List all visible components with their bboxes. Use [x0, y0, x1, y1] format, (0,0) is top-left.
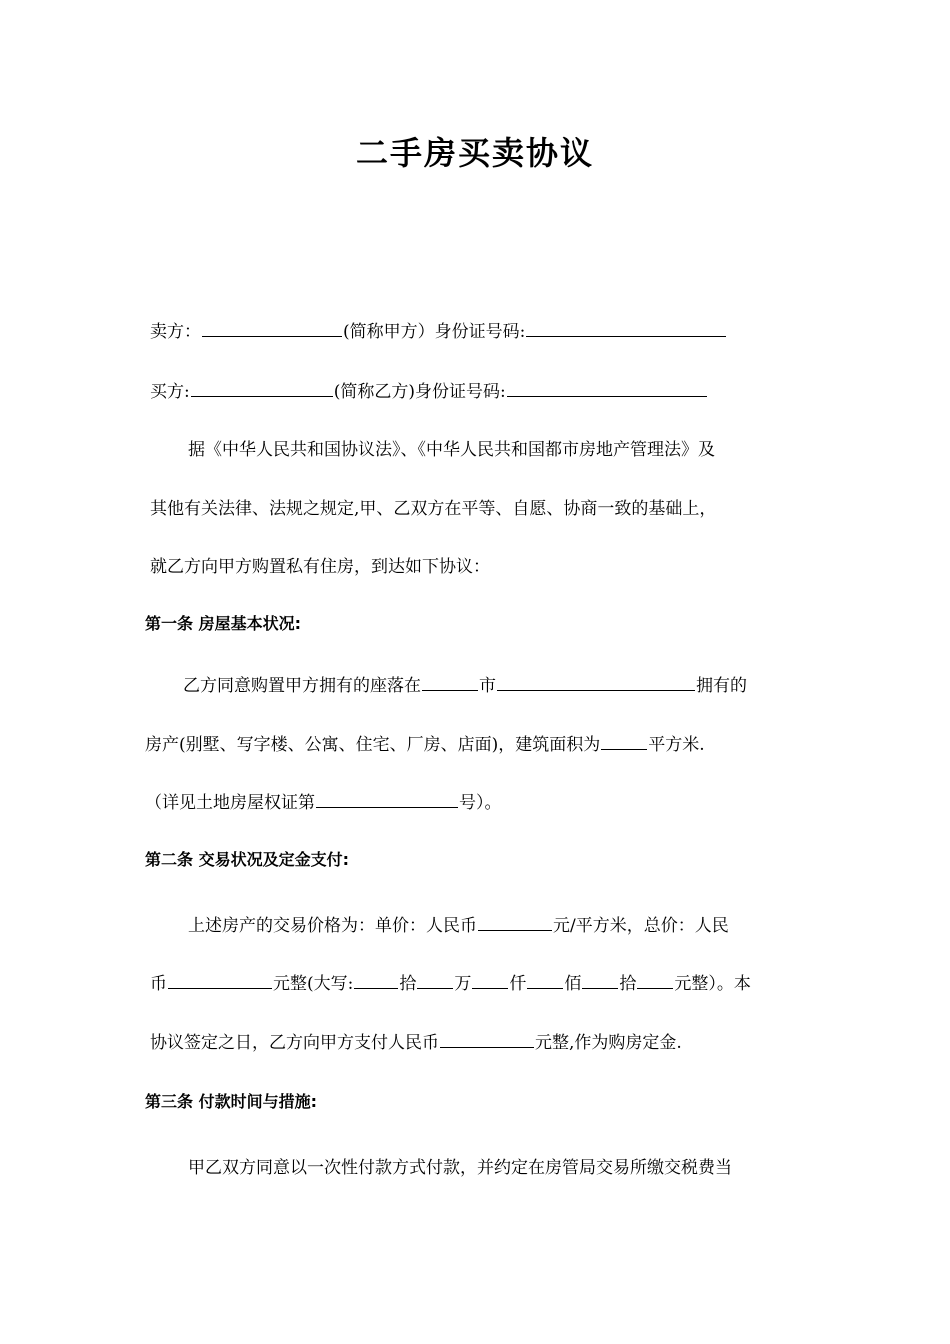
amount-yuan-blank[interactable]	[637, 970, 673, 989]
article-2-line-2	[150, 970, 751, 996]
a1-l2-text-a: 房产(别墅、写字楼、公寓、住宅、厂房、店面)，建筑面积为	[145, 735, 601, 755]
buyer-label: 买方:	[150, 382, 190, 402]
a2-l1-text-a: 上述房产的交易价格为：单价：人民币	[188, 916, 477, 936]
a1-l2-text-b: 平方米.	[648, 735, 705, 755]
a2-l2-text-a: 币	[150, 974, 167, 994]
article-1-line-3	[145, 789, 502, 815]
a2-l2-text-d: 万	[454, 974, 472, 994]
a1-l3-text-a: （详见土地房屋权证第	[145, 793, 315, 813]
a2-l2-text-c: 拾	[399, 974, 417, 994]
a2-l2-text-f: 佰	[564, 974, 582, 994]
a2-l2-text-b: 元整(大写:	[273, 974, 354, 994]
article-2-heading: 第二条 交易状况及定金支付:	[145, 850, 349, 869]
a2-l2-text-g: 拾	[619, 974, 637, 994]
total-price-blank[interactable]	[168, 970, 272, 989]
amount-shi-wan-blank[interactable]	[354, 970, 398, 989]
address-blank[interactable]	[497, 672, 695, 691]
seller-id-blank[interactable]	[526, 318, 726, 337]
seller-label: 卖方：	[150, 322, 201, 342]
intro-line-3: 就乙方向甲方购置私有住房，到达如下协议：	[150, 557, 490, 577]
seller-mid-text: (简称甲方）身份证号码:	[343, 322, 526, 342]
article-2-line-3	[150, 1029, 682, 1055]
seller-name-blank[interactable]	[202, 318, 342, 337]
buyer-mid-text: (简称乙方)身份证号码:	[333, 382, 506, 402]
buyer-id-blank[interactable]	[507, 378, 707, 397]
a1-l3-text-b: 号）。	[459, 793, 502, 813]
a2-l1-text-b: 元/平方米，总价：人民	[553, 916, 729, 936]
a1-l1-text-c: 拥有的	[696, 676, 747, 696]
amount-wan-blank[interactable]	[417, 970, 453, 989]
deposit-blank[interactable]	[440, 1029, 534, 1048]
a2-l2-text-e: 仟	[509, 974, 527, 994]
a1-l1-text-a: 乙方同意购置甲方拥有的座落在	[183, 676, 421, 696]
buyer-name-blank[interactable]	[191, 378, 333, 397]
document-title: 二手房买卖协议	[355, 134, 594, 172]
buyer-line	[150, 378, 708, 404]
amount-shi-blank[interactable]	[582, 970, 618, 989]
article-2-line-1	[188, 912, 729, 938]
a2-l2-text-h: 元整）。本	[674, 974, 751, 994]
city-blank[interactable]	[422, 672, 478, 691]
intro-line-1: 据《中华人民共和国协议法》、《中华人民共和国都市房地产管理法》及	[188, 440, 715, 460]
article-1-line-2	[145, 731, 705, 757]
area-blank[interactable]	[601, 731, 647, 750]
certificate-number-blank[interactable]	[316, 789, 458, 808]
article-1-line-1	[183, 672, 747, 698]
a2-l3-text-b: 元整,作为购房定金.	[535, 1033, 682, 1053]
a1-l1-text-b: 市	[479, 676, 496, 696]
intro-line-2: 其他有关法律、法规之规定,甲、乙双方在平等、自愿、协商一致的基础上，	[150, 499, 717, 519]
unit-price-blank[interactable]	[478, 912, 552, 931]
amount-qian-blank[interactable]	[472, 970, 508, 989]
amount-bai-blank[interactable]	[527, 970, 563, 989]
article-3-heading: 第三条 付款时间与措施:	[145, 1092, 317, 1111]
article-1-heading: 第一条 房屋基本状况:	[145, 614, 301, 633]
article-3-line-1: 甲乙双方同意以一次性付款方式付款，并约定在房管局交易所缴交税费当	[188, 1158, 732, 1178]
seller-line	[150, 318, 727, 344]
a2-l3-text-a: 协议签定之日，乙方向甲方支付人民币	[150, 1033, 439, 1053]
